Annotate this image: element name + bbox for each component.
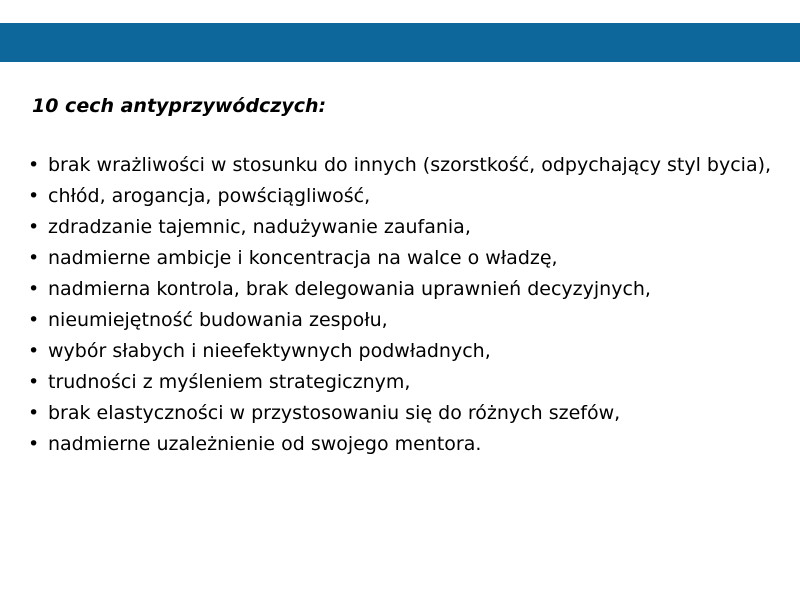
bullet-icon: • [28,309,40,331]
list-item-text: wybór słabych i nieefektywnych podwładnych, [48,340,491,362]
bullet-icon: • [28,371,40,393]
list-item-text: nieumiejętność budowania zespołu, [48,309,388,331]
list-item [28,184,788,209]
slide-heading: 10 cech antyprzywódczych: [32,95,327,117]
list-item-text: brak elastyczności w przystosowaniu się do różnych szefów, [48,402,621,424]
list-item [28,339,788,364]
bullet-icon: • [28,185,40,207]
bullet-icon: • [28,402,40,424]
list-item [28,401,788,426]
header-band [0,23,800,62]
bullet-icon: • [28,278,40,300]
list-item-text: zdradzanie tajemnic, nadużywanie zaufania, [48,216,471,238]
bullet-icon: • [28,154,40,176]
list-item [28,153,788,178]
list-item-text: nadmierne ambicje i koncentracja na walce o władzę, [48,247,558,269]
bullet-list [28,153,788,463]
bullet-icon: • [28,247,40,269]
list-item [28,277,788,302]
list-item [28,215,788,240]
list-item-text: nadmierne uzależnienie od swojego mentora. [48,433,482,455]
list-item [28,370,788,395]
bullet-icon: • [28,433,40,455]
list-item-text: brak wrażliwości w stosunku do innych (szorstkość, odpychający styl bycia), [48,154,772,176]
bullet-icon: • [28,216,40,238]
list-item [28,246,788,271]
list-item-text: chłód, arogancja, powściągliwość, [48,185,371,207]
list-item-text: trudności z myśleniem strategicznym, [48,371,411,393]
bullet-icon: • [28,340,40,362]
list-item-text: nadmierna kontrola, brak delegowania uprawnień decyzyjnych, [48,278,651,300]
list-item [28,432,788,457]
list-item [28,308,788,333]
